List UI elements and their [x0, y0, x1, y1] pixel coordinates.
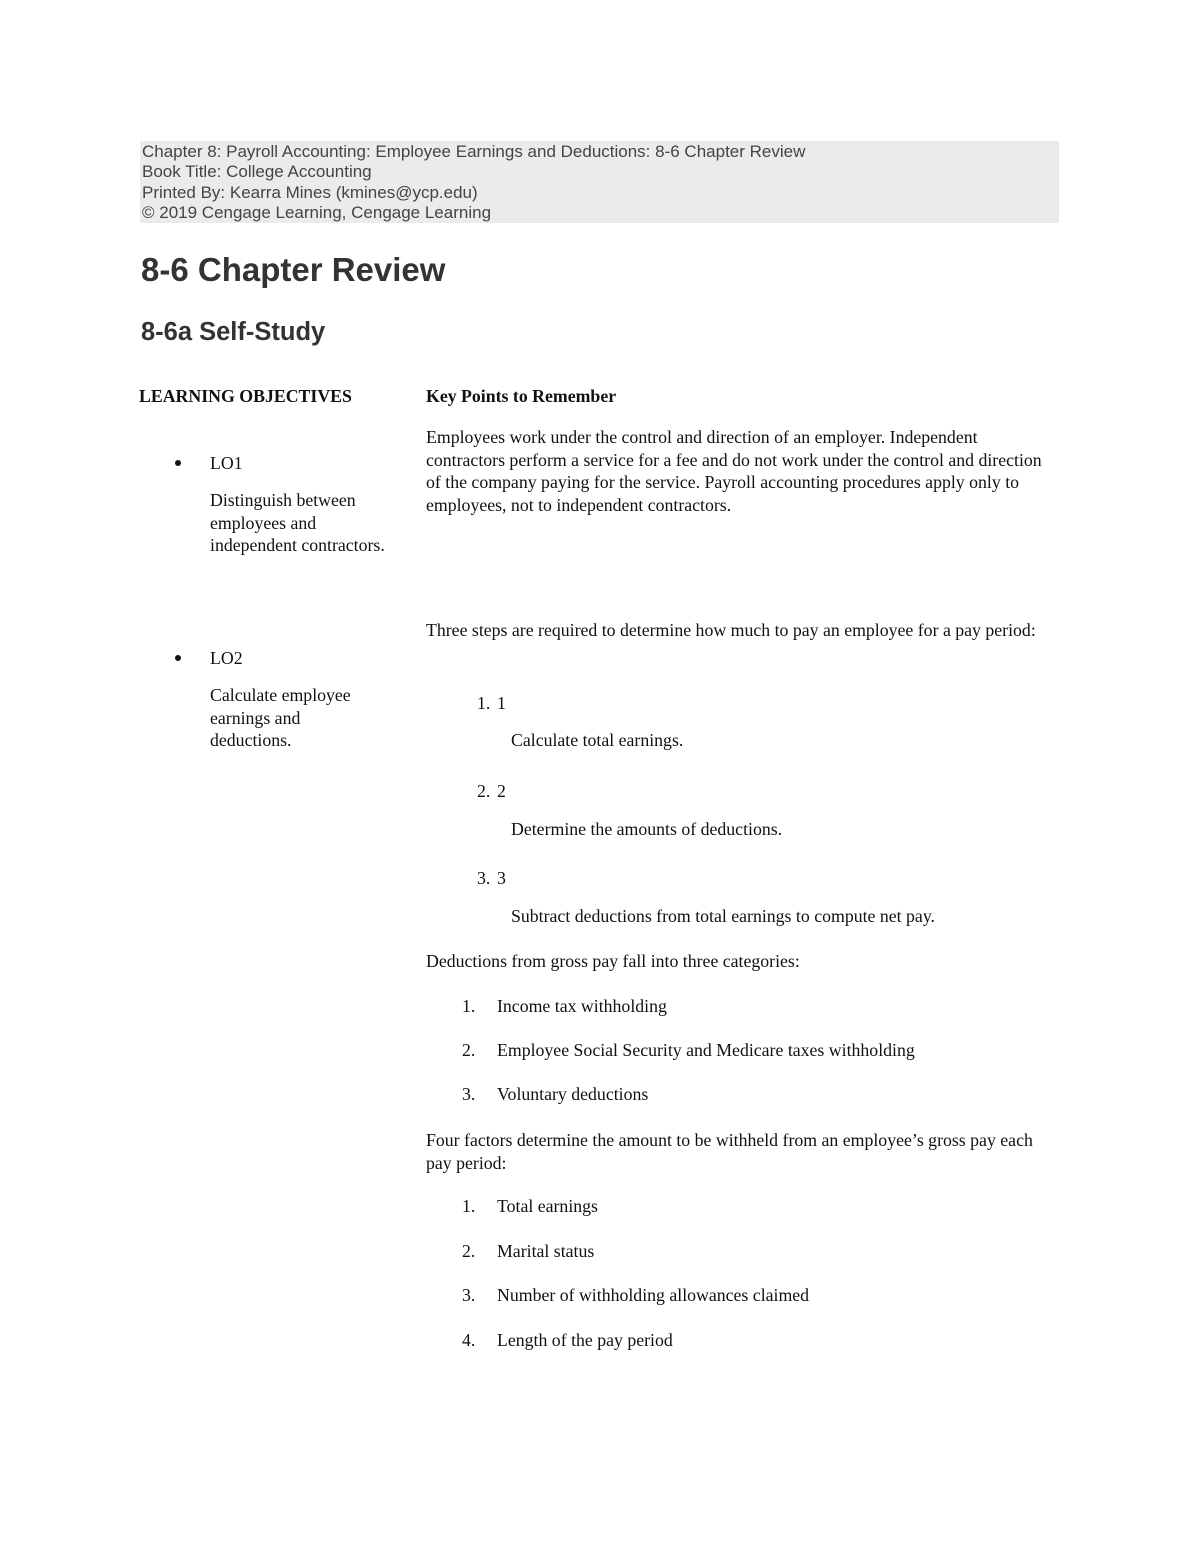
steps-intro: Three steps are required to determine how much to pay an employee for a pay period:: [426, 620, 1036, 640]
step-text: Determine the amounts of deductions.: [511, 819, 783, 839]
bullet-icon: [175, 460, 181, 466]
list-item: Total earnings: [497, 1196, 598, 1216]
list-item: Marital status: [497, 1241, 595, 1261]
step-marker: 3.: [477, 868, 491, 888]
section-title: 8-6a Self-Study: [141, 318, 326, 346]
printed-by: Printed By: Kearra Mines (kmines@ycp.edu): [142, 182, 478, 202]
list-marker: 2.: [462, 1241, 476, 1261]
step-marker: 2.: [477, 781, 491, 801]
list-item: Employee Social Security and Medicare taxes withholding: [497, 1040, 915, 1060]
factors-intro: Four factors determine the amount to be withheld from an employee’s gross pay each pay period:: [426, 1130, 1033, 1173]
copyright: © 2019 Cengage Learning, Cengage Learning: [142, 203, 492, 223]
objective-description-lo1: Distinguish between employees and independent contractors.: [210, 490, 385, 555]
key-points-heading: Key Points to Remember: [426, 386, 617, 406]
page-title: 8-6 Chapter Review: [141, 251, 446, 288]
bullet-icon: [175, 655, 181, 661]
step-text: Subtract deductions from total earnings to compute net pay.: [511, 906, 936, 926]
list-item: Number of withholding allowances claimed: [497, 1285, 810, 1305]
step-marker: 1.: [477, 693, 491, 713]
key-points-lo1: Employees work under the control and direction of an employer. Independent contractors perform a service for a fee and do not work under the control and direction of the company paying for the service. Payroll accounting procedures apply only to employees, not to independent contractors.: [426, 427, 1042, 515]
deductions-intro: Deductions from gross pay fall into three categories:: [426, 951, 800, 971]
list-marker: 4.: [462, 1330, 476, 1350]
list-item: Length of the pay period: [497, 1330, 673, 1350]
step-number: 2: [497, 781, 506, 801]
list-marker: 2.: [462, 1040, 476, 1060]
step-number: 3: [497, 868, 506, 888]
list-item: Income tax withholding: [497, 996, 667, 1016]
objective-description-lo2: Calculate employee earnings and deductions.: [210, 685, 351, 750]
list-marker: 3.: [462, 1084, 476, 1104]
list-marker: 1.: [462, 1196, 476, 1216]
objective-code-lo1: LO1: [210, 453, 243, 473]
step-text: Calculate total earnings.: [511, 730, 684, 750]
book-title: Book Title: College Accounting: [142, 162, 372, 182]
objective-code-lo2: LO2: [210, 648, 243, 668]
list-marker: 3.: [462, 1285, 476, 1305]
print-header: [140, 141, 1059, 223]
list-item: Voluntary deductions: [497, 1084, 649, 1104]
list-marker: 1.: [462, 996, 476, 1016]
learning-objectives-heading: LEARNING OBJECTIVES: [139, 386, 352, 406]
step-number: 1: [497, 693, 506, 713]
chapter-line: Chapter 8: Payroll Accounting: Employee Earnings and Deductions: 8-6 Chapter Review: [142, 142, 806, 161]
